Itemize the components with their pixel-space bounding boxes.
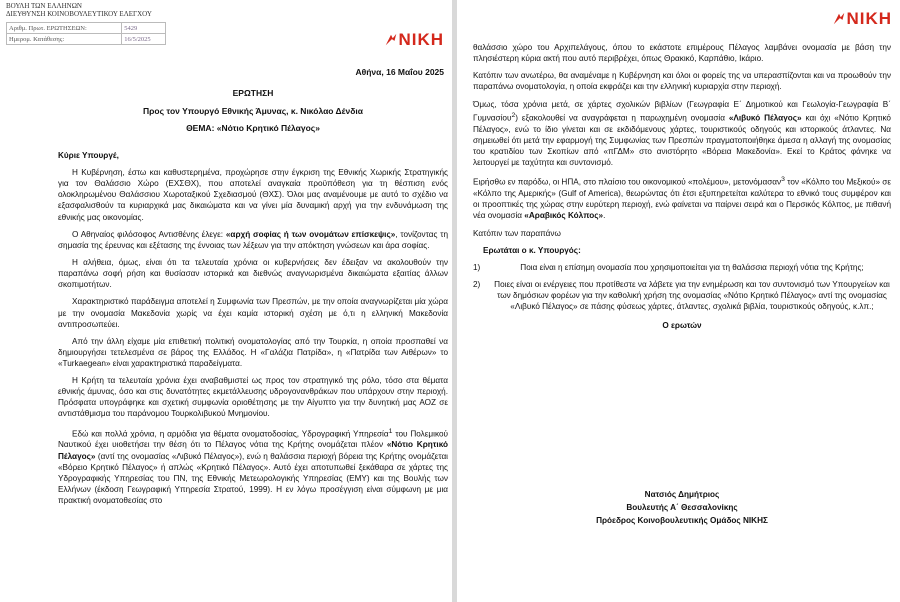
question-item xyxy=(473,279,891,312)
paragraph-text: . xyxy=(603,211,606,221)
question-text: Ποια είναι η επίσημη ονομασία που χρησιμοποιείται για τη θαλάσσια περιοχή νότια της Κρήτης; xyxy=(520,263,864,273)
parliament-header xyxy=(6,2,166,18)
paragraph: Η Κυβέρνηση, έστω και καθυστερημένα, προχώρησε στην έγκριση της Εθνικής Χωρικής Στρατηγικής για τον Θαλάσσιο Χώρο (ΕΧΣΘΧ), που αποτελεί αναγκαία προϋπόθεση για τη θέσπιση ενός ολοκληρωμένου Θαλάσσιου Χωροταξικού Σχεδιασμού (ΘΧΣ). Όλοι μας αναμένουμε με αυτό το σχέδιο να εξασφαλισθούν τα κυριαρχικά μας δικαιώματα και να γίνει μία δυναμική αρχή για την ενδυνάμωση της εθνικής μας οικονομίας. xyxy=(58,168,448,222)
protocol-meta-table xyxy=(6,22,166,45)
paragraph-text: Εδώ και πολλά χρόνια, η αρμόδια για θέματα ονοματοδοσίας, Υδρογραφική Υπηρεσία xyxy=(72,429,389,439)
meta-label: Ημερομ. Κατάθεσης: xyxy=(7,34,122,45)
paragraph xyxy=(58,426,448,506)
document-page-right xyxy=(457,0,900,602)
question-number: 2) xyxy=(473,280,481,290)
niki-logo-icon xyxy=(832,12,846,26)
header-line-1: ΒΟΥΛΗ ΤΩΝ ΕΛΛΗΝΩΝ xyxy=(6,2,82,10)
question-number: 1) xyxy=(473,263,481,273)
quote-bold: «Αραβικός Κόλπος» xyxy=(524,211,604,221)
niki-logo xyxy=(832,9,892,29)
paragraph-text: τον «Κόλπο του Μεξικού» σε «Κόλπο της Αμερικής» (Gulf of America), θεωρώντας ότι έτσι εξυπηρετείται καλύτερα το εθνικό τους συμφέρον και οι προοπτικές της χώρας στην ευρύτερη περιοχή, ενώ φαίνεται να παίρνει σειρά και ο Περσικός Κόλπος, με πιθανή νέα ονομασία xyxy=(473,177,891,221)
logo-text: NIKH xyxy=(846,9,892,28)
meta-value: 5429 xyxy=(122,23,166,34)
paragraph: Η Κρήτη τα τελευταία χρόνια έχει αναβαθμιστεί ως προς τον στρατηγικό της ρόλο, τόσο στα θέματα εθνικής άμυνας, όσο και στις δυνατότητες εκμετάλλευσης υδρογονανθράκων που υπάρχουν στην περιοχή. Πρόσφατα υπογράφηκε και σχετική συμφωνία οριοθέτησης με την Αίγυπτο για την δυνητική μας ΑΟΖ σε αντιστάθμισμα του παράνομου Τουρκολιβυκού Μνημονίου. xyxy=(58,376,448,419)
paragraph-text: Όμως, τόσα χρόνια μετά, σε χάρτες σχολικών βιβλίων (Γεωγραφία Ε΄ Δημοτικού και Γεωλογία-Γεωγραφία Β΄ Γυμνασίου xyxy=(473,99,891,123)
niki-logo-icon xyxy=(384,33,398,47)
right-body xyxy=(473,42,891,338)
logo-text: NIKH xyxy=(398,30,444,49)
paragraph: θαλάσσιο χώρο του Αρχιπελάγους, όπου το εκάστοτε επιμέρους Πέλαγος λαμβάνει ονομασία με βάση την πλησιέστερη κύρια ακτή που αυτό περιβρέχει, όπως Θρακικό, Καρπάθιο, Ικάριο. xyxy=(473,43,891,64)
signature-block xyxy=(473,488,891,527)
question-item xyxy=(473,262,891,273)
paragraph xyxy=(473,174,891,221)
meta-value: 16/5/2025 xyxy=(122,34,166,45)
paragraph-text: και όχι «Νότιο Κρητικό Πέλαγος», ενώ το ίδιο γίνεται και σε εκδιδόμενους χάρτες, τουριστικούς οδηγούς και ιστορικούς άτλαντες. Να σημειωθεί ότι μετά την εφαρμογή της Συμφωνίας των Πρεσπών πραγματοποιήθηκε άμεσα η αλλαγή της ονομασίας του κρατιδίου των Σκοπίων από «πΓΔΜ» στο ανιστόρητο «Βόρεια Μακεδονία». Εκεί το Κράτος φάνηκε να λειτουργεί με ταχύτητα και συντονισμό. xyxy=(473,113,891,167)
document-type: ΕΡΩΤΗΣΗ xyxy=(232,88,274,98)
paragraph-text: Ο Αθηναίος φιλόσοφος Αντισθένης έλεγε: xyxy=(72,229,226,239)
meta-row xyxy=(7,23,166,34)
paragraph-text: , τονίζοντας τη σημασία της έρευνας και εξέτασης της έννοιας των λέξεων για την απόκτηση γνώσεων και άρα σοφίας. xyxy=(58,229,448,250)
paragraph: Η αλήθεια, όμως, είναι ότι τα τελευταία χρόνια οι κυβερνήσεις δεν έδειξαν να ακολουθούν την παραπάνω σοφή ρήση και θυσίασαν ιστορικά και διεθνώς αναγνωρισμένα δικαιώματα εξαιτίας άλλων σκοπιμοτήτων. xyxy=(58,258,448,290)
meta-label: Αριθμ. Πρωτ. ΕΡΩΤΗΣΕΩΝ: xyxy=(7,23,122,34)
subject-line: ΘΕΜΑ: «Νότιο Κρητικό Πέλαγος» xyxy=(186,123,320,133)
footnote-ref: 1 xyxy=(388,427,393,435)
meta-row xyxy=(7,34,166,45)
document-date: Αθήνα, 16 Μαΐου 2025 xyxy=(355,67,444,77)
paragraph: Κατόπιν των ανωτέρω, θα αναμέναμε η Κυβέρνηση και όλοι οι φορείς της να υπερασπίζονται και να προωθούν την παραπάνω ονοματολογία, η οποία εκφράζει και την ελληνική κυριαρχία στην περιοχή. xyxy=(473,71,891,92)
footnote-ref: 3 xyxy=(781,176,785,184)
paragraph: Χαρακτηριστικό παράδειγμα αποτελεί η Συμφωνία των Πρεσπών, με την οποία αναγνωρίζεται μία χώρα με την ονομασία Μακεδονία χωρίς να έχει καμία ιστορική σχέση με ό,τι η ελληνική Μακεδονία αντιπροσωπεύει. xyxy=(58,297,448,329)
recipient-line: Προς τον Υπουργό Εθνικής Άμυνας, κ. Νικόλαο Δένδια xyxy=(143,106,363,116)
quote-bold: «αρχή σοφίας ή των ονομάτων επίσκεψις» xyxy=(225,229,396,239)
questions-heading: Ερωτάται ο κ. Υπουργός: xyxy=(483,245,581,255)
askers-label: Ο ερωτών xyxy=(662,321,702,331)
paragraph-text: Ειρήσθω εν παρόδω, οι ΗΠΑ, στο πλαίσιο του οικονομικού «πολέμου», μετονόμασαν xyxy=(473,177,782,187)
salutation: Κύριε Υπουργέ, xyxy=(58,151,119,160)
paragraph-text: ) εξακολουθεί να αναγράφεται η παρωχημένη ονομασία xyxy=(515,113,729,123)
paragraph xyxy=(473,99,891,168)
question-text: Ποιες είναι οι ενέργειες που προτίθεστε να λάβετε για την ενημέρωση και τον συντονισμό των Υπουργείων και των δημόσιων φορέων για την καθολική χρήση της ονομασίας «Νότιο Κρητικό Πέλαγος» αντί της ονομασίας «Λιβυκό Πέλαγος» σε πάσης φύσεως χάρτες, άτλαντες, σχολικά βιβλία, τουριστικούς οδηγούς, κ.λπ.; xyxy=(494,280,890,312)
paragraph-text: (αντί της ονομασίας «Λιβυκό Πέλαγος»), ενώ η θαλάσσια περιοχή βόρεια της Κρήτης ονομάζεται «Βόρειο Κρητικό Πέλαγος» ή απλώς «Κρητικό Πέλαγος». Αυτό έχει αποτυπωθεί ξεκάθαρα σε χάρτες της Υδρογραφικής Υπηρεσίας του ΠΝ, της Εθνικής Μετεωρολογικής Υπηρεσίας (ΕΜΥ) και της Βουλής των Ελλήνων (έκδοση Γεωγραφική Υπηρεσία Στρατού, 1999). Η εν λόγω προσέγγιση είναι σύμφωνη με μια πρακτική ονοματοθεσίας στο xyxy=(58,451,448,505)
signature-title: Πρόεδρος Κοινοβουλευτικής Ομάδος ΝΙΚΗΣ xyxy=(596,516,768,525)
header-line-2: ΔΙΕΥΘΥΝΣΗ ΚΟΙΝΟΒΟΥΛΕΥΤΙΚΟΥ ΕΛΕΓΧΟΥ xyxy=(6,10,152,18)
quote-bold: «Νότιο Κρητικό Πέλαγος» xyxy=(58,440,448,461)
questions-list xyxy=(473,262,891,312)
paragraph: Κατόπιν των παραπάνω xyxy=(473,228,561,238)
left-body xyxy=(58,150,448,512)
quote-bold: «Λιβυκό Πέλαγος» xyxy=(728,113,802,123)
paragraph-text: του Πολεμικού Ναυτικού έχει υιοθετήσει την θέση ότι το Πέλαγος νότια της Κρήτης ονομάζεται πλέον xyxy=(58,429,448,450)
paragraph xyxy=(58,229,448,251)
footnote-ref: 2 xyxy=(511,111,516,119)
paragraph: Από την άλλη είχαμε μία επιθετική πολιτική ονοματολογίας από την Τουρκία, η οποία προσπαθεί να δημιουργήσει τετελεσμένα σε βάρος της Ελλάδος. Η «Γαλάζια Πατρίδα», η «Πατρίδα των Αιθέρων» το «Turkaegean» είναι χαρακτηριστικά παραδείγματα. xyxy=(58,336,448,368)
signature-role: Βουλευτής Α΄ Θεσσαλονίκης xyxy=(626,503,738,512)
niki-logo xyxy=(384,30,444,50)
signature-name: Νατσιός Δημήτριος xyxy=(644,490,720,499)
